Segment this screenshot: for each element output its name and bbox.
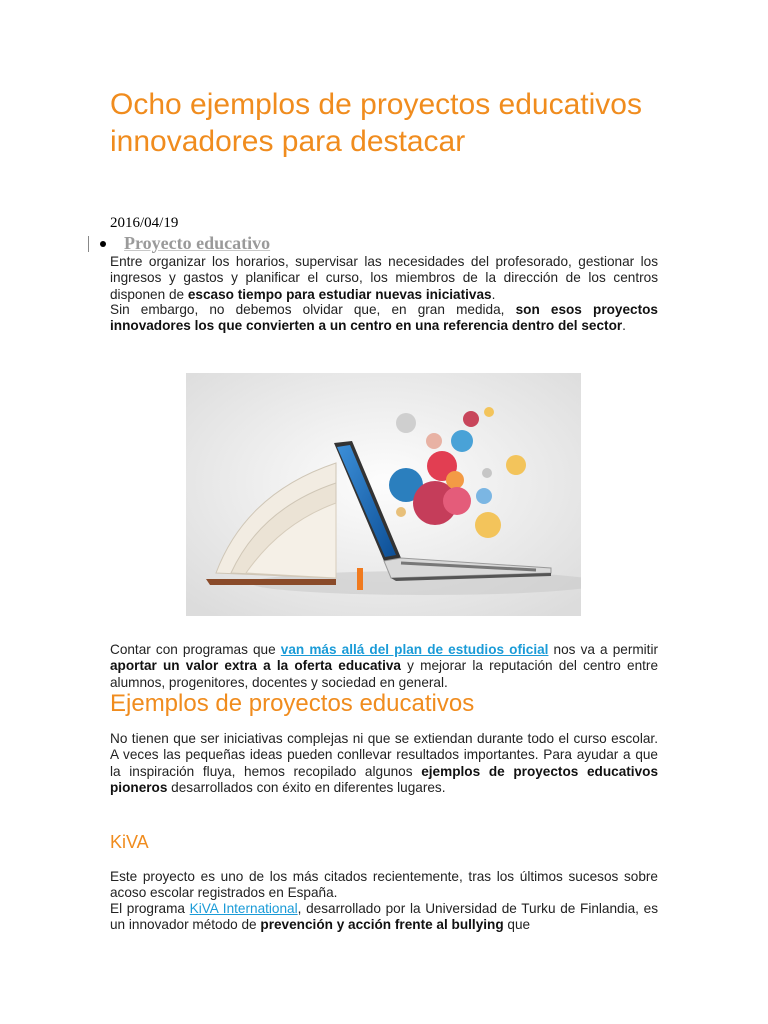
- category-list: [88, 233, 648, 255]
- laptop-book-illustration: [186, 373, 581, 616]
- bullet-icon: [100, 241, 106, 247]
- article-title: Ocho ejemplos de proyectos educativos innovadores para destacar: [110, 88, 642, 158]
- kiva-international-link[interactable]: KiVA International: [189, 901, 298, 916]
- intro-paragraph-1: Entre organizar los horarios, supervisar las necesidades del profesorado, gestionar los ingresos y gastos y planificar el curso, los miembros de la dirección de los centros disponen de escaso tiempo para estudiar nuevas iniciativas.: [110, 254, 658, 302]
- study-plan-link[interactable]: van más allá del plan de estudios oficial: [280, 642, 549, 657]
- text-cursor-icon: [88, 236, 89, 252]
- section-heading-examples: Ejemplos de proyectos educativos: [110, 690, 475, 717]
- section-heading-kiva: KiVA: [110, 832, 149, 852]
- paragraph-examples: No tienen que ser iniciativas complejas ni que se extiendan durante todo el curso escolar. A veces las pequeñas ideas pueden conllevar resultados importantes. Para ayudar a que la inspiración fluya, hemos recopilado algunos ejemplos de proyectos educativos pioneros desarrollados con éxito en diferentes lugares.: [110, 731, 659, 796]
- paragraph-programs: Contar con programas que van más allá del plan de estudios oficial nos va a permitir aportar un valor extra a la oferta educativa y mejorar la reputación del centro entre alumnos, progenitores, docentes y sociedad en general.: [110, 642, 659, 690]
- intro-paragraph-2: Sin embargo, no debemos olvidar que, en gran medida, son esos proyectos innovadores los que convierten a un centro en una referencia dentro del sector.: [110, 302, 658, 334]
- paragraph-kiva-2: El programa KiVA International, desarrollado por la Universidad de Turku de Finlandia, es un innovador método de prevención y acción frente al bullying que: [110, 901, 659, 933]
- category-link[interactable]: Proyecto educativo: [124, 233, 271, 253]
- paragraph-kiva-1: Este proyecto es uno de los más citados recientemente, tras los últimos sucesos sobre acoso escolar registrados en España.: [110, 869, 658, 901]
- article-date: 2016/04/19: [110, 215, 179, 231]
